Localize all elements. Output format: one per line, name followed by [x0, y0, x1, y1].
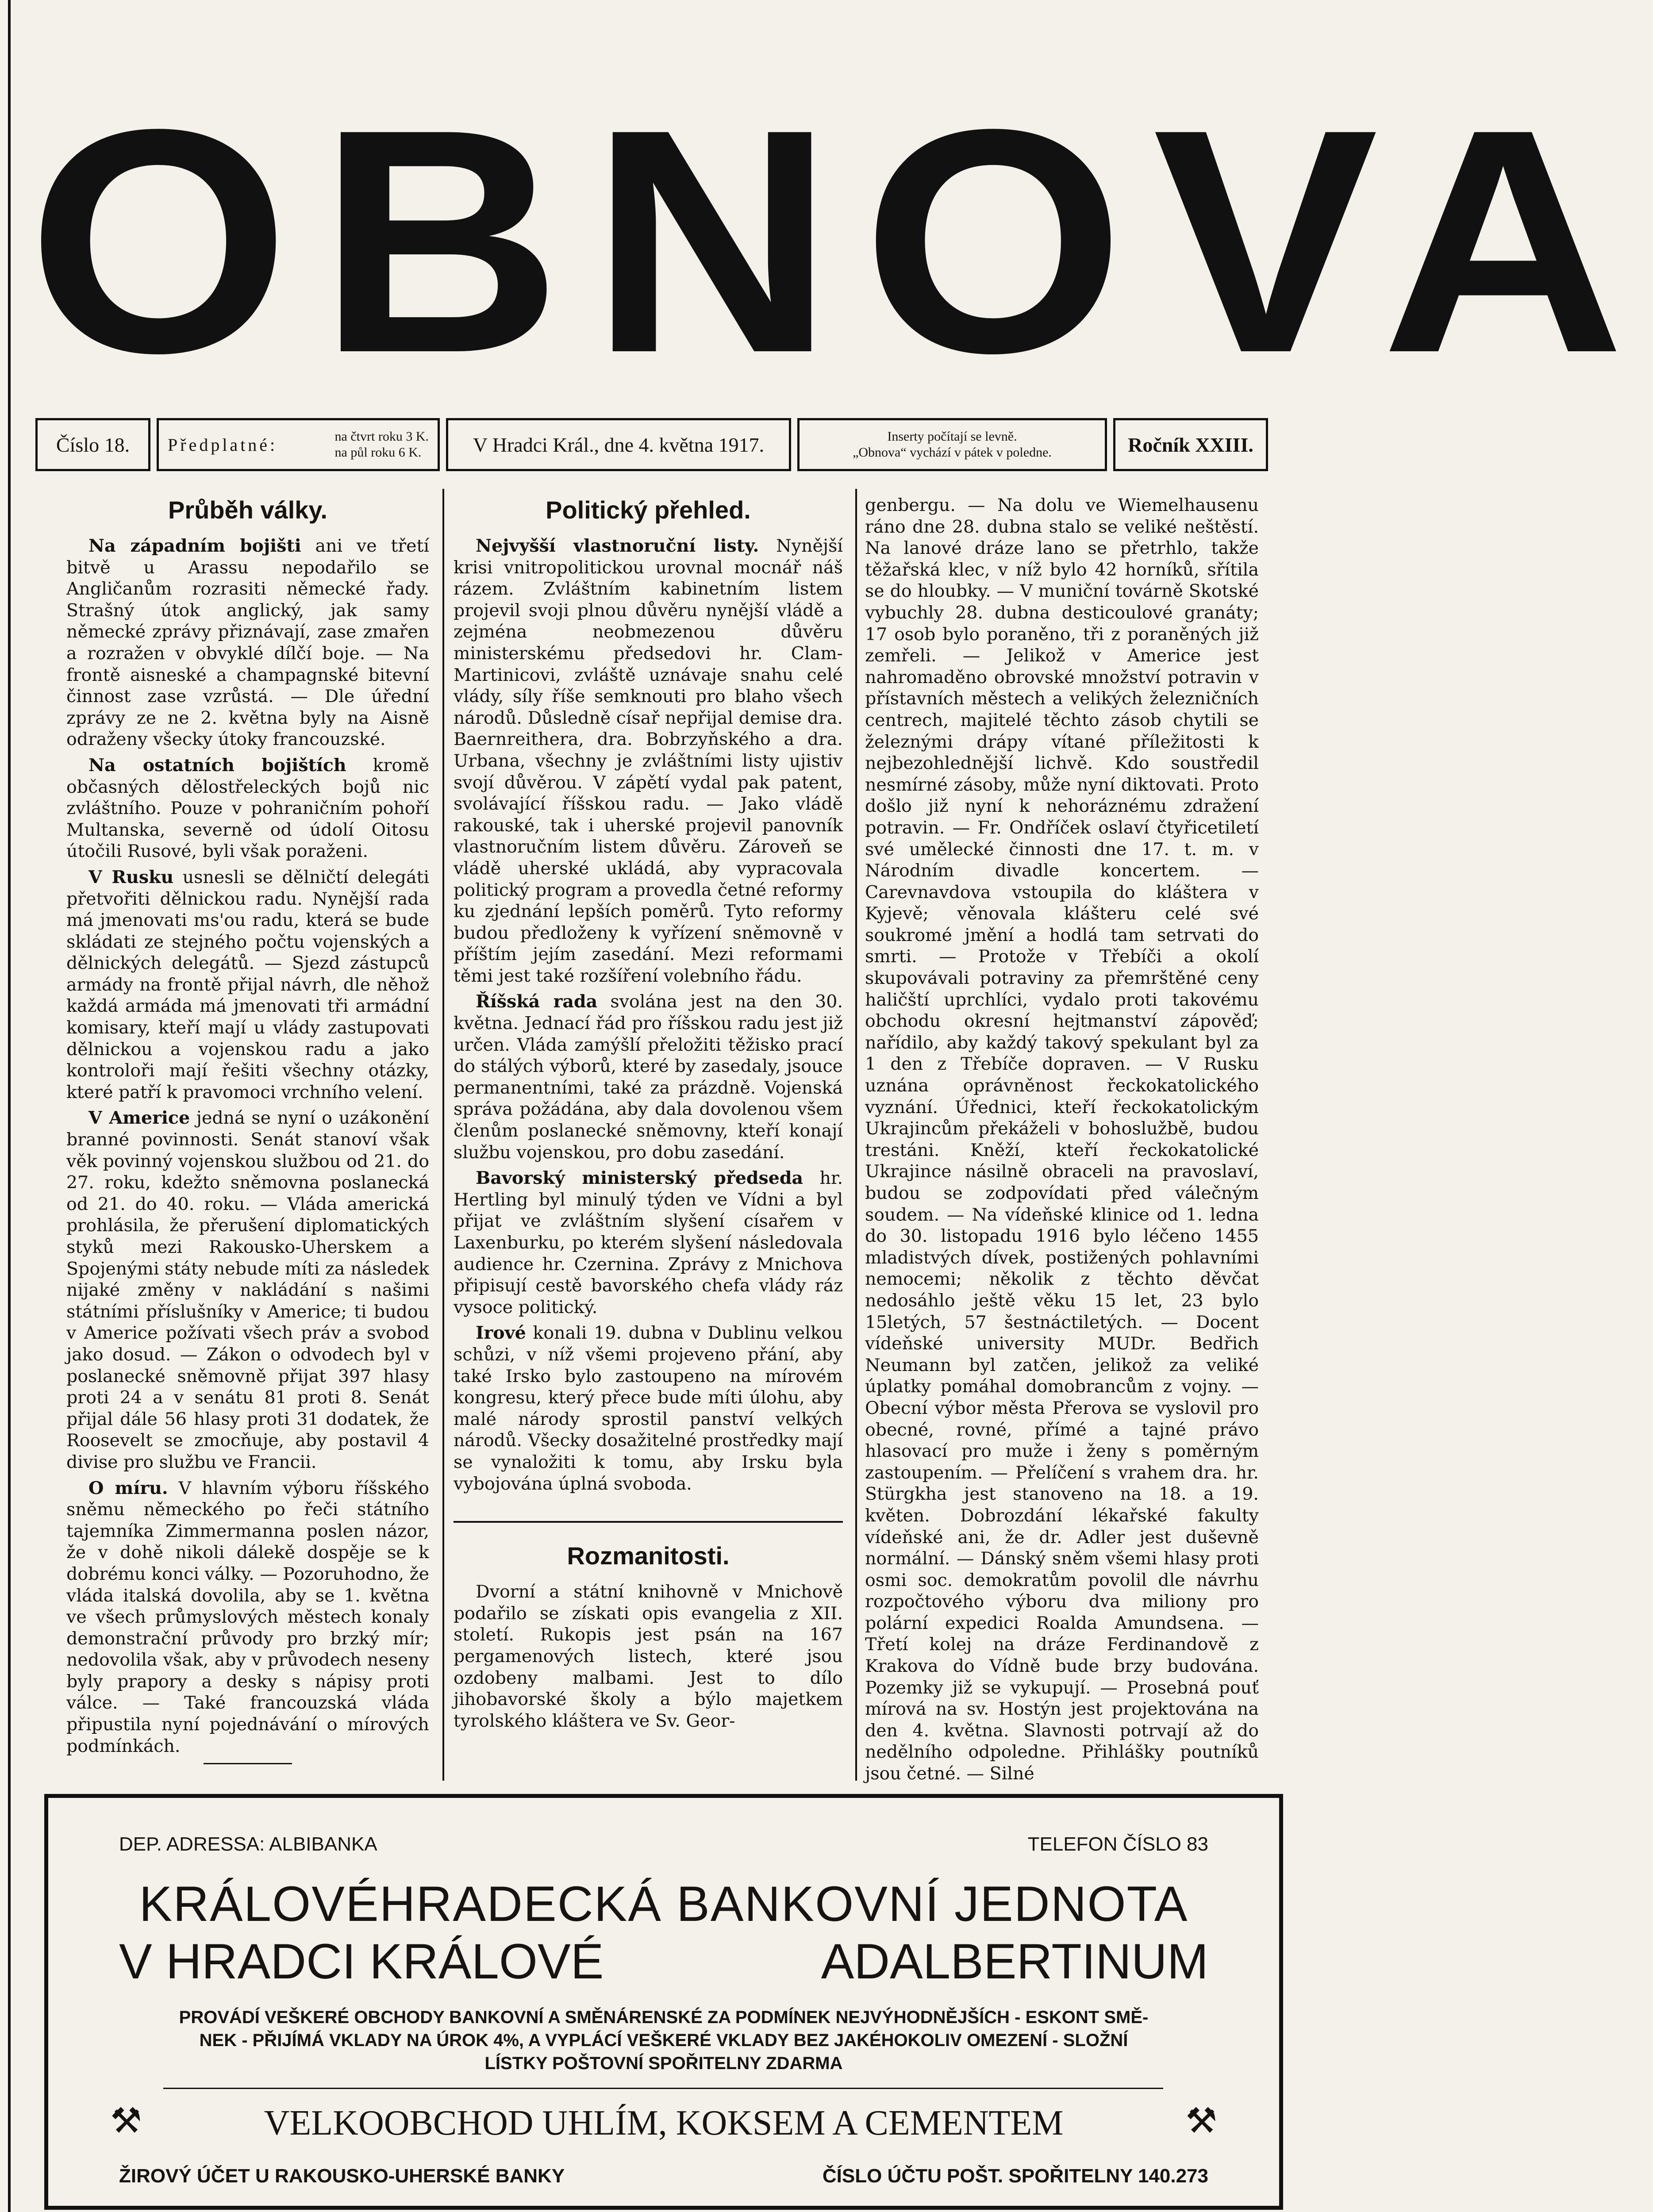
place-date: V Hradci Král., dne 4. května 1917.: [446, 418, 791, 471]
ad-rule: [163, 2088, 1163, 2089]
politics-heading: Politický přehled.: [546, 496, 751, 524]
ad-phone: TELEFON ČÍSLO 83: [1027, 1833, 1208, 1855]
ad-services-line-2: NEK - PŘIJÍMÁ VKLADY NA ÚROK 4%, A VYPLÁCÍ VEŠKERÉ VKLADY BEZ JAKÉHOKOLIV OMEZENÍ - SLOŽNÍ: [199, 2031, 1128, 2050]
politics-lead-2: Říšská rada: [476, 991, 598, 1012]
masthead-title: OBNOVA: [27, 63, 1653, 419]
politics-text-1: Nynější krisi vnitropolitickou urovnal mocnář náš rázem. Zvláštním kabinetním listem projevil svoji plnou důvěru nynější vládě a zejména neobmezenou důvěru ministerskému předsedovi hr. Clam-Martinicovi, zvláště uznávaje snahu celé vlády, síly říše semknouti pro blaho všech národů. Důsledně císař nepřijal demise dra. Baernreithera, dra. Bobrzyňského a dra. Urbana, všechny je zvláštními listy ujistiv svojí důvěrou. V zápětí vydal pak patent, svolávající říšskou radu. — Jako vládě rakouské, tak i uherské projevil panovník vlastnoručním listem důvěru. Zároveň se vládě uherské ukládá, aby vypracovala politický program a provedla četné reformy ku zjednání lepších poměrů. Tyto reformy budou předloženy k vyřízení sněmovně v příštím jejím zasedání. Mezi reformami těmi jest také rozšíření volebního řádu.: [454, 536, 843, 986]
ad-top-row: [48, 1833, 1279, 1860]
politics-text-2: svolána jest na den 30. května. Jednací řád pro říšskou radu jest již určen. Vláda zamýšlí přeložiti těžisko prací do stálých výborů, které by zasedaly, jsouce permanentními, také za prázdně. Vojenská správa požádána, aby dala dovolenou všem členům poslanecké sněmovny, kteří konají službu vojenskou, pro dobu zasedání.: [454, 991, 843, 1163]
politics-text-3: hr. Hertling byl minulý týden ve Vídni a byl přijat ve zvláštním slyšení císařem v Laxenburku, po kterém slyšení následovala audience hr. Czernina. Zprávy z Mnichova připisují cestě bavorského chefa vlády ráz vysoce politický.: [454, 1168, 843, 1317]
war-heading: Průběh války.: [168, 496, 327, 524]
war-text-3: usnesli se dělničtí delegáti přetvořiti dělnickou radu. Nynější rada má jmenovati ms'ou radu, která se bude skládati ze stejného počtu vojenských a dělnických delegátů. — Sjezd zástupců armády na frontě přijal návrh, dle něhož každá armáda má jmenovati tři armádní komisary, kteří mají u vlády zastupovati dělnickou a vojenskou radu a jako kontroloři mají řešiti všechny otázky, které patří k pravomoci vrchního velení.: [66, 867, 429, 1102]
column-miscellany-cont: [865, 495, 1259, 1789]
politics-lead-1: Nejvyšší vlastnoruční listy.: [476, 536, 759, 556]
miscellany-continued: genbergu. — Na dolu ve Wiemelhausenu ráno dne 28. dubna stalo se veliké neštěstí. Na lanové dráze lano se přetrhlo, takže těžařská klec, v níž bylo 42 horníků, sřítila se do hloubky. — V muniční továrně Skotské vybuchly 28. dubna desticoulové granáty; 17 osob bylo poraněno, tři z poraněných již zemřeli. — Jelikož v Americe jest nahromaděno obrovské množství potravin v přístavních městech a velikých železničních centrech, majitelé těchto zásob chytili se železnými drápy vítané příležitosti k nejbezohlednější lichvě. Kdo soustředil nesmírné zásoby, může nyní diktovati. Proto došlo již nyní k nehoráznému zdražení potravin. — Fr. Ondříček oslaví čtyřicetiletí své umělecké činnosti dne 17. t. m. v Národním divadle koncertem. — Carevnavdova vstoupila do kláštera v Kyjevě; věnovala klášteru celé své soukromé jmění a hodlá tam setrvati do smrti. — Protože v Třebíči a okolí skupovávali potraviny za přemrštěné ceny haličští uprchlíci, vydalo proti takovému obchodu okresní hejtmanství zápověď; nařídilo, aby každý takový spekulant byl za 1 den z Třebíče dopraven. — V Rusku uznána oprávněnost řeckokatolického vyznání. Úřednici, kteří řeckokatolickým Ukrajincům překáželi v bohoslužbě, budou trestáni. Kněží, kteří řeckokatolické Ukrajince násilně obraceli na pravoslaví, budou se zodpovídati před válečným soudem. — Na vídeňské klinice od 1. ledna do 30. listopadu 1916 bylo léčeno 1455 mladistvých dívek, postižených pohlavními nemocemi; několik z těchto děvčat nedosáhlo ještě věku 15 let, 23 bylo 15letých, 57 šestnáctiletých. — Docent vídeňské university MUDr. Bedřich Neumann byl zatčen, jelikož za veliké úplatky pomáhal domobrancům z vojny. — Obecní výbor města Přerova se vyslovil pro obecné, rovné, přímé a tajné právo hlasovací pro muže i ženy s poměrným zastoupením. — Přelíčení s vrahem dra. hr. Stürgkha jest stanoveno na 18. a 19. květen. Dobrozdání lékařské fakulty vídeňské ani, že dr. Adler jest duševně normální. — Dánský sněm všemi hlasy proti osmi soc. demokratům povolil dle návrhu rozpočtového výboru dva miliony pro polární expedici Roalda Amundsena. — Třetí kolej na dráze Ferdinandově z Krakova do Vídně bude brzy budována. Pozemky již se vykupují. — Prosebná pouť mírová na sv. Hostýn jest projektována na den 4. května. Slavnosti potrvají až do nedělního odpoledne. Přihlášky poutníků jsou četné. — Silné: [865, 495, 1259, 1784]
bank-advertisement: [44, 1794, 1283, 2210]
ad-postal-account: ČÍSLO ÚČTU POŠT. SPOŘITELNY 140.273: [822, 2165, 1208, 2187]
war-text-4: jedná se nyní o uzákonění branné povinnosti. Senát stanoví však věk povinný vojenskou službou od 21. do 27. roku, kdežto sněmovna poslanecká od 21. do 40. roku. — Vláda americká prohlásila, že přerušení diplomatických styků mezi Rakousko-Uherskem a Spojenými státy nebude míti za následek nijaké změny v nakládání s našimi státními příslušníky v Americe; ti budou v Americe požívati všech práv a svobod jako dosud. — Zákon o odvodech byl v poslanecké sněmovně přijat 397 hlasy proti 24 a v senátu 81 proti 8. Senát přijal dále 56 hlasy proti 31 dodatek, že Roosevelt se zmocňuje, aby postavil 4 divise pro službu ve Francii.: [66, 1108, 429, 1472]
ads-notice: [797, 418, 1107, 471]
miscellany-heading: Rozmanitosti.: [567, 1542, 730, 1570]
end-rule: [204, 1763, 292, 1764]
war-text-5: V hlavním výboru říšského sněmu německého po řeči státního tajemníka Zimmermanna poslen názor, že v dohě nikoli dálekě dospěje se k dobrému konci války. — Pozoruhodno, že vláda italská dovolila, aby se 1. května ve všech průmyslových městech konaly demonstrační průvody pro brzký mír; nedovolila však, aby v průvodech neseny byly prapory a desky s nápisy proti válce. — Také francouzská vláda připustila nyní pojednávání o mírových podmínkách.: [66, 1478, 429, 1756]
war-lead-1: Na západním bojišti: [88, 536, 301, 556]
ad-giro-account: ŽIROVÝ ÚČET U RAKOUSKO-UHERSKÉ BANKY: [119, 2165, 565, 2187]
column-war: [66, 491, 429, 1764]
politics-paragraph: [454, 991, 843, 1163]
ad-bank-name: KRÁLOVÉHRADECKÁ BANKOVNÍ JEDNOTA: [139, 1876, 1188, 1932]
volume: Ročník XXIII.: [1113, 418, 1268, 471]
ad-account-row: [48, 2165, 1279, 2192]
war-text-1: ani ve třetí bitvě u Arassu nepodařilo se Angličanům rozrasiti německé řady. Strašný útok anglický, jak samy německé zprávy přiznávají, zase zmařen a rozražen v obvyklé dílčí boje. — Na frontě aisneské a champagnské bitevní činnost zase vzrůstá. — Dle úřední zprávy ze ne 2. května byly na Aisně odraženy všecky útoky francouzské.: [66, 536, 429, 750]
ad-bank-city: V HRADCI KRÁLOVÉ: [119, 1934, 604, 1989]
war-paragraph: [66, 755, 429, 862]
left-border-line: [8, 0, 11, 2212]
subscription-prices: [335, 429, 429, 461]
war-paragraph: [66, 535, 429, 750]
ad-bank-line-2: [48, 1935, 1279, 1988]
ads-line-2: „Obnova“ vychází v pátek v poledne.: [853, 445, 1052, 460]
ad-bank-building: ADALBERTINUM: [821, 1934, 1208, 1989]
subscription-label: Předplatné:: [168, 434, 278, 455]
section-rule: [454, 1521, 843, 1523]
info-bar: [35, 418, 1292, 471]
politics-lead-3: Bavorský ministerský předseda: [476, 1168, 803, 1189]
hammer-pick-icon: ⚒: [1185, 2101, 1217, 2140]
hammer-pick-icon: ⚒: [110, 2101, 142, 2140]
war-paragraph: [66, 867, 429, 1103]
war-lead-4: V Americe: [88, 1108, 190, 1129]
column-rule-2: [855, 489, 857, 1781]
war-paragraph: [66, 1107, 429, 1473]
subscription-half: na půl roku 6 K.: [334, 445, 422, 460]
war-lead-5: O míru.: [88, 1478, 168, 1498]
issue-number: Číslo 18.: [35, 418, 150, 471]
subscription-box: [157, 418, 440, 471]
politics-text-4: konali 19. dubna v Dublinu velkou schůzi, v níž všemi projeveno přání, aby také Irsko bylo zastoupeno na mírovém kongresu, který přece bude míti úlohu, aby malé národy sprostil panství velkých národů. Všecky dosažitelné prostředky mají se vynaložiti k tomu, aby Irsku byla vybojována úplná svoboda.: [454, 1323, 843, 1494]
politics-paragraph: [454, 1167, 843, 1318]
war-lead-3: V Rusku: [88, 867, 174, 887]
column-rule-1: [442, 489, 444, 1781]
ad-address: DEP. ADRESSA: ALBIBANKA: [119, 1833, 377, 1855]
war-paragraph: [66, 1478, 429, 1757]
ad-services-line-1: PROVÁDÍ VEŠKERÉ OBCHODY BANKOVNÍ A SMĚNÁRENSKÉ ZA PODMÍNEK NEJVÝHODNĚJŠÍCH - ESKONT SMĚ-: [179, 2008, 1149, 2027]
war-lead-2: Na ostatních bojištích: [88, 755, 346, 776]
ads-line-1: Inserty počítají se levně.: [887, 429, 1017, 444]
subscription-quarter: na čtvrt roku 3 K.: [334, 429, 429, 444]
politics-lead-4: Irové: [476, 1323, 526, 1344]
war-text-2: kromě občasných dělostřeleckých bojů nic zvláštního. Pouze v pohraničním pohoří Multanska, severně od údolí Oitosu útočili Rusové, byli však poraženi.: [66, 755, 430, 862]
column-politics: [454, 491, 843, 1736]
politics-paragraph: [454, 535, 843, 987]
ad-services-line-3: LÍSTKY POŠTOVNÍ SPOŘITELNY ZDARMA: [484, 2054, 843, 2073]
ad-coal: VELKOOBCHOD UHLÍM, KOKSEM A CEMENTEM: [264, 2104, 1064, 2143]
politics-paragraph: [454, 1322, 843, 1494]
miscellany-paragraph: Dvorní a státní knihovně v Mnichově podařilo se získati opis evangelia z XII. století. Rukopis jest psán na 167 pergamenových listech, které jsou ozdobeny malbami. Jest to dílo jihobavorské školy a býlo majetkem tyrolského kláštera ve Sv. Geor-: [454, 1582, 843, 1731]
ad-services: [48, 2006, 1279, 2075]
